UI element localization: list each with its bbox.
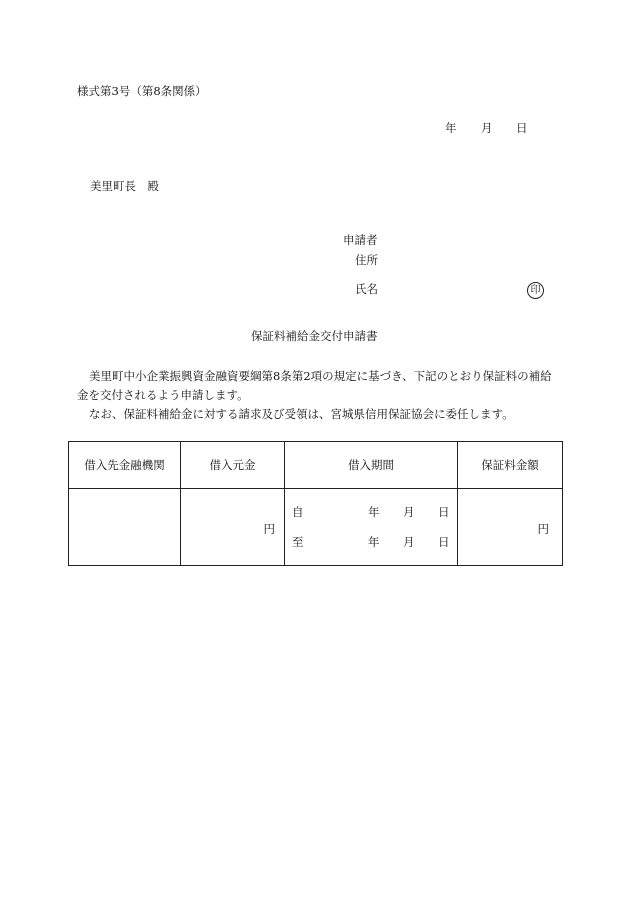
addressee: 美里町長 殿: [90, 179, 159, 193]
period-from-year: 年: [368, 505, 380, 519]
name-label: 氏名: [355, 282, 378, 296]
lender-cell[interactable]: [69, 489, 181, 566]
period-to-label: 至: [292, 535, 304, 549]
header-period: 借入期間: [285, 442, 458, 489]
period-from-month: 月: [403, 505, 415, 519]
period-to-row: [292, 534, 450, 549]
document-title: 保証料補給金交付申請書: [251, 329, 378, 343]
form-number: 様式第3号（第8条関係）: [77, 84, 207, 98]
period-from-row: [292, 504, 450, 519]
body-paragraph-1: 美里町中小企業振興資金融資要綱第8条第2項の規定に基づき、下記のとおり保証料の補給金を交付されるよう申請します。: [77, 369, 552, 402]
period-to-day: 日: [438, 535, 450, 549]
date-day: 日: [516, 121, 528, 135]
period-from-day: 日: [438, 505, 450, 519]
period-cell[interactable]: [285, 489, 458, 566]
fee-unit: 円: [537, 522, 549, 536]
loan-table: [68, 441, 563, 566]
seal-icon: 印: [527, 282, 544, 299]
date-month: 月: [481, 121, 493, 135]
applicant-label: 申請者: [343, 233, 378, 247]
period-from-label: 自: [292, 505, 304, 519]
table-row: [69, 489, 563, 566]
principal-cell[interactable]: [181, 489, 285, 566]
header-principal: 借入元金: [181, 442, 285, 489]
fee-cell[interactable]: [458, 489, 563, 566]
address-label: 住所: [355, 253, 378, 267]
header-fee: 保証料金額: [458, 442, 563, 489]
date-year: 年: [445, 121, 457, 135]
body-text: [77, 367, 563, 424]
table-header-row: [69, 442, 563, 489]
period-to-year: 年: [368, 535, 380, 549]
header-lender: 借入先金融機関: [69, 442, 181, 489]
principal-unit: 円: [263, 522, 275, 536]
body-paragraph-2: なお、保証料補給金に対する請求及び受領は、宮城県信用保証協会に委任します。: [89, 407, 514, 421]
period-to-month: 月: [403, 535, 415, 549]
